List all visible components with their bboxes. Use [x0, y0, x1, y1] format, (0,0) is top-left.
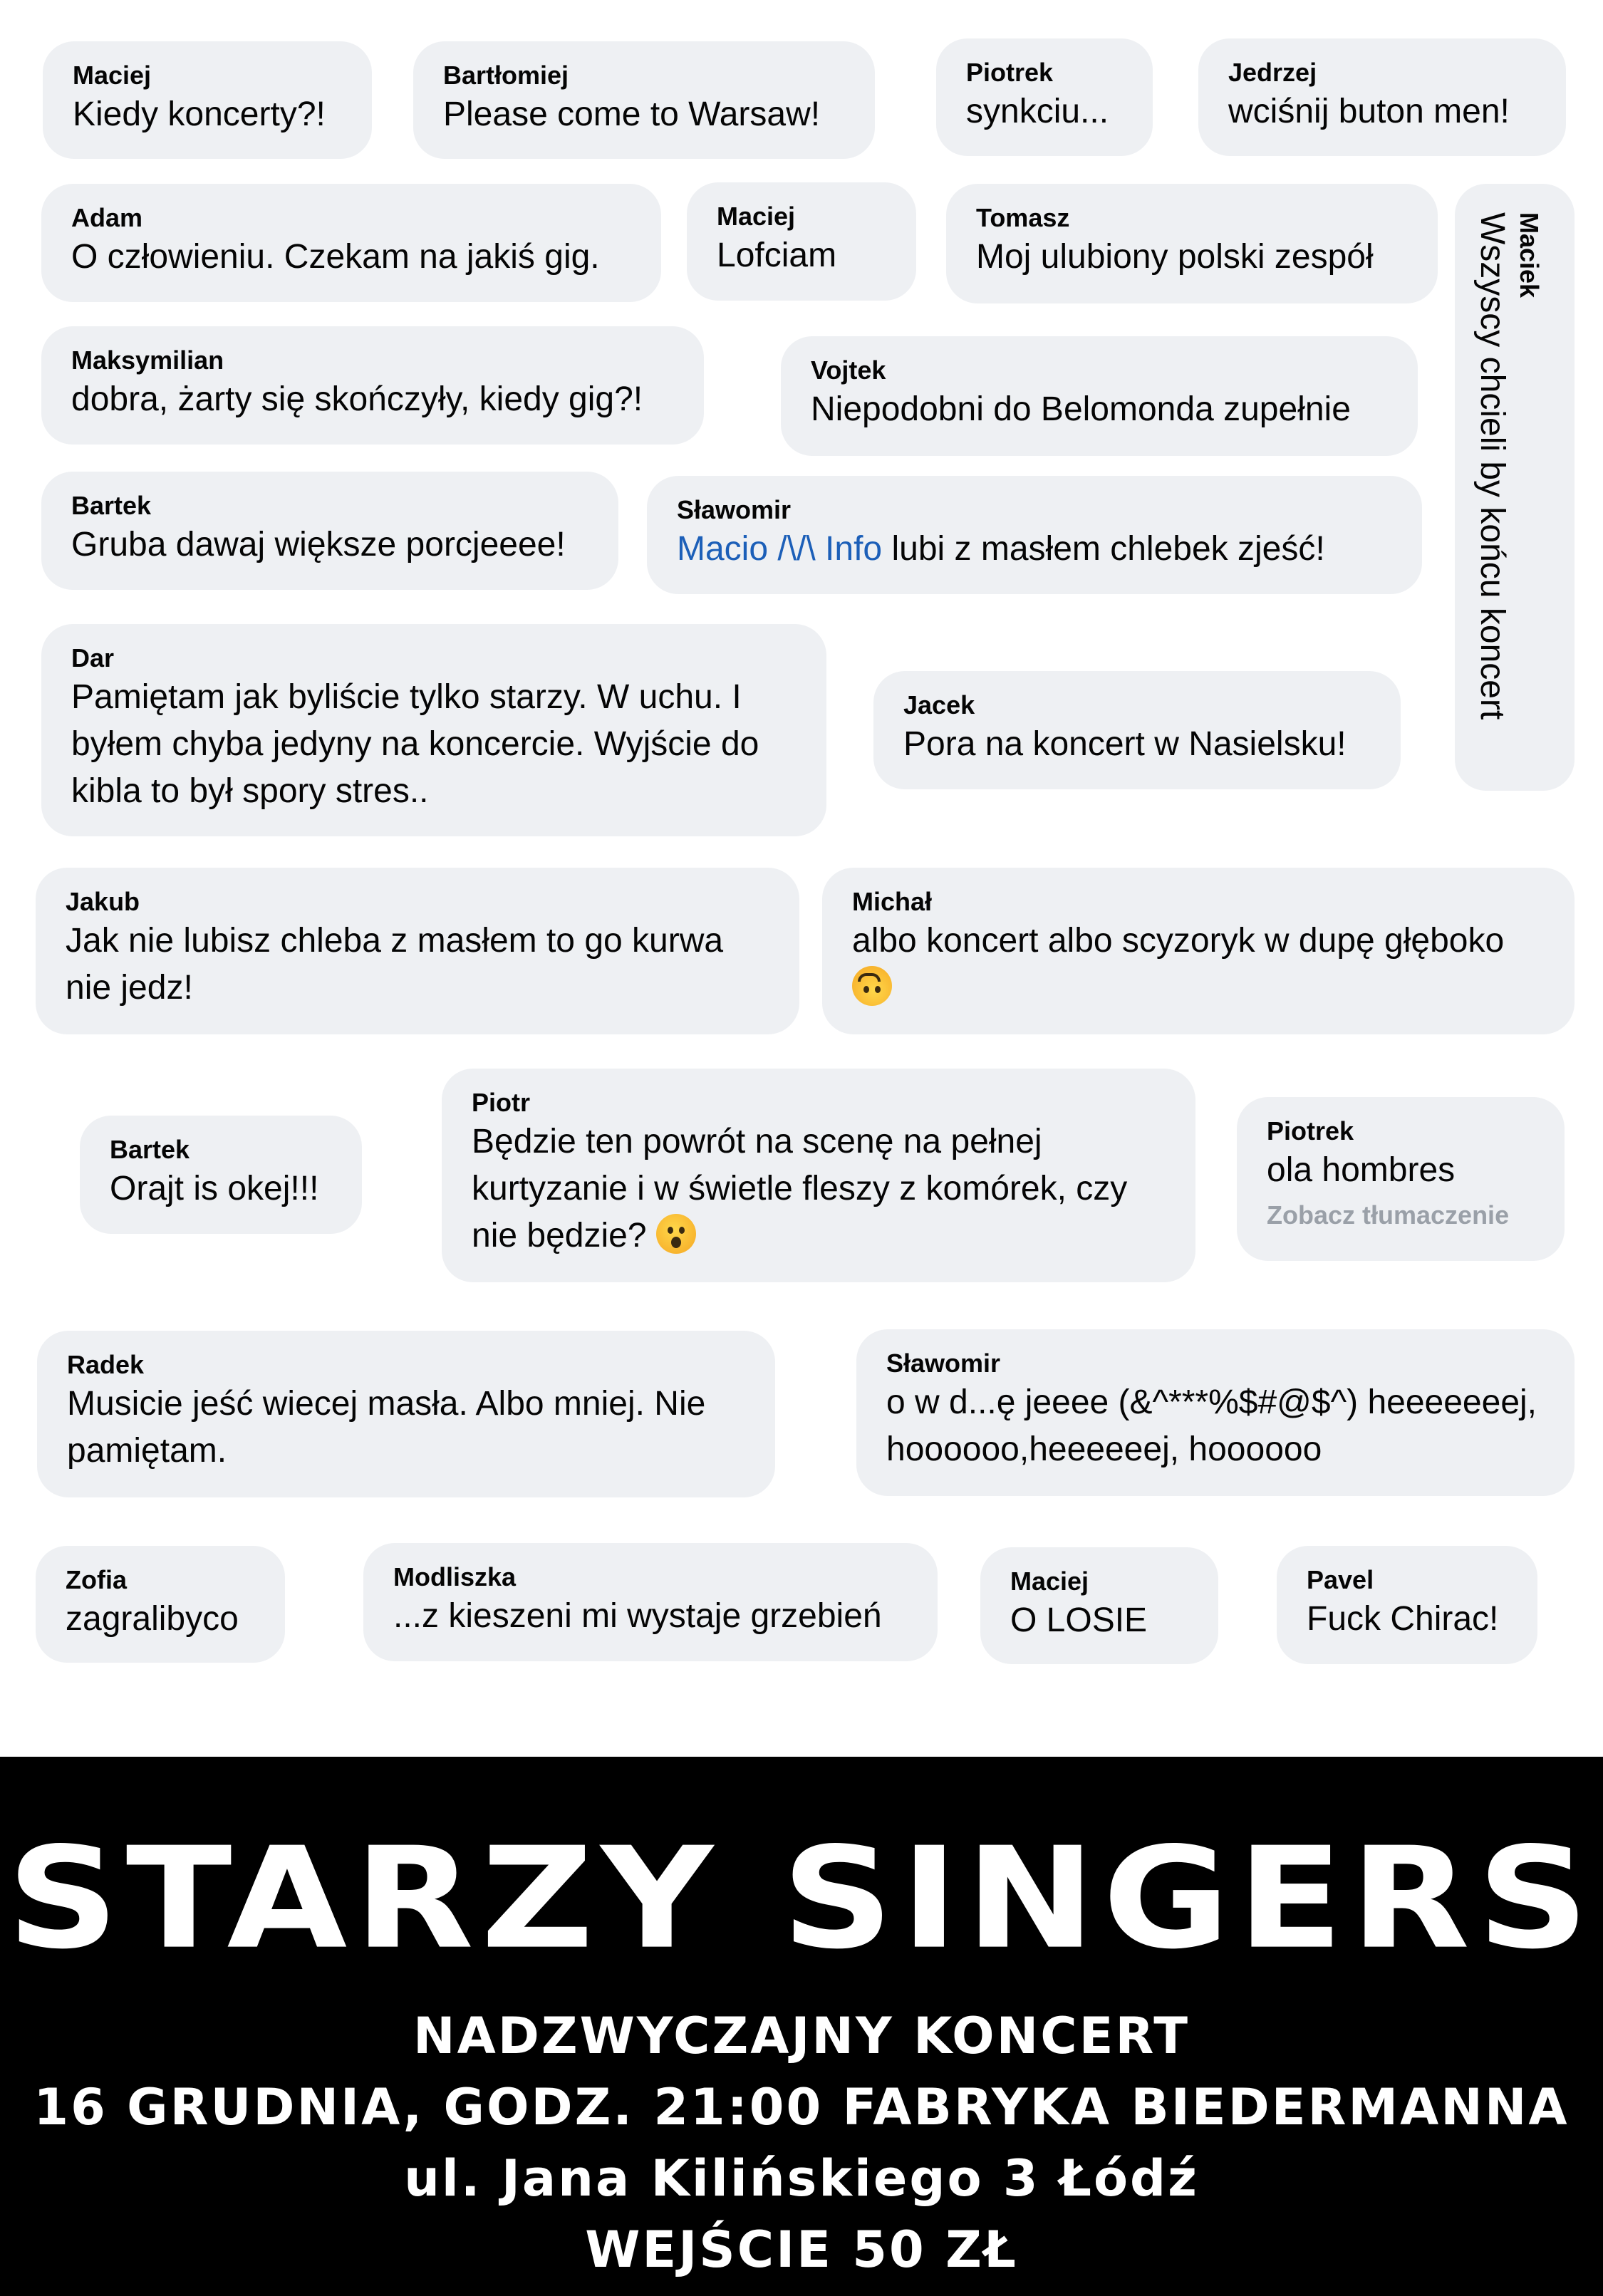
comment-author[interactable]: Sławomir: [886, 1349, 1001, 1378]
comment-bubble: [1237, 1097, 1565, 1261]
comment-author[interactable]: Bartłomiej: [443, 61, 569, 90]
comment-text: [472, 1118, 1166, 1259]
comment-bubble: [36, 1546, 285, 1663]
comment-bubble: [873, 671, 1401, 789]
comment-bubble: [1277, 1546, 1537, 1664]
comment-author[interactable]: Tomasz: [976, 203, 1070, 232]
event-date-venue: 16 GRUDNIA, GODZ. 21:00 FABRYKA BIEDERMANNA: [33, 2078, 1570, 2136]
comment-bubble: [43, 41, 372, 159]
comment-bubble: [36, 868, 799, 1034]
comment-author[interactable]: Piotr: [472, 1088, 531, 1117]
comment-text: Orajt is okej!!!: [110, 1170, 319, 1207]
comment-bubble: [413, 41, 875, 159]
comment-author[interactable]: Bartek: [71, 491, 152, 520]
comment-author[interactable]: Radek: [67, 1350, 145, 1379]
comment-author[interactable]: Maciej: [717, 202, 796, 231]
comment-text: O człowieniu. Czekam na jakiś gig.: [71, 238, 600, 276]
comment-bubble: [1198, 38, 1566, 156]
comment-author[interactable]: Modliszka: [393, 1562, 517, 1591]
comment-author[interactable]: Maciej: [73, 61, 152, 90]
comment-bubble: [41, 184, 661, 302]
comment-text: Moj ulubiony polski zespół: [976, 238, 1374, 276]
comment-text: synkciu...: [966, 93, 1109, 130]
comment-bubble: [980, 1547, 1218, 1664]
comment-text: dobra, żarty się skończyły, kiedy gig?!: [71, 380, 643, 418]
comment-text: zagralibyco: [66, 1600, 239, 1638]
comment-bubble: [822, 868, 1575, 1034]
comment-bubble: [41, 326, 704, 445]
upside-down-face-icon: [852, 966, 892, 1006]
comment-author[interactable]: Vojtek: [811, 355, 886, 385]
comment-author[interactable]: Michał: [852, 887, 933, 916]
comment-text: wciśnij buton men!: [1228, 93, 1510, 130]
comment-text-body: albo koncert albo scyzoryk w dupę głęboko: [852, 922, 1505, 960]
comment-author[interactable]: Adam: [71, 203, 143, 232]
comment-author[interactable]: Jakub: [66, 887, 140, 916]
comment-author[interactable]: Maciej: [1010, 1567, 1089, 1596]
band-name-title: STARZY SINGERS: [6, 1817, 1597, 1980]
comment-text: Gruba dawaj większe porcjeeee!: [71, 526, 566, 563]
comment-text-rest: lubi z masłem chlebek zjeść!: [882, 530, 1325, 568]
comment-bubble: [363, 1543, 938, 1661]
comment-bubble: [41, 624, 826, 836]
mention-link[interactable]: Macio /\/\ Info: [677, 530, 883, 568]
comment-bubble: [687, 182, 916, 301]
comment-text: O LOSIE: [1010, 1601, 1148, 1639]
comment-bubble-vertical: [1455, 184, 1575, 791]
event-band: [0, 1757, 1603, 2296]
vertical-comment-content: [1470, 212, 1545, 720]
comment-author[interactable]: Bartek: [110, 1135, 190, 1164]
comment-text: Pamiętam jak byliście tylko starzy. W uchu. I byłem chyba jedyny na koncercie. Wyjście do kibla to był spory stres..: [71, 678, 769, 810]
comment-author[interactable]: Pavel: [1307, 1565, 1374, 1594]
comment-bubble: [37, 1331, 775, 1497]
comment-author[interactable]: Dar: [71, 643, 115, 672]
comment-author[interactable]: Maciek: [1515, 212, 1544, 298]
comment-bubble: [856, 1329, 1575, 1496]
comment-text: Please come to Warsaw!: [443, 95, 821, 133]
comment-bubble: [781, 336, 1418, 456]
comment-text: [677, 526, 1392, 573]
comment-author[interactable]: Piotrek: [1267, 1116, 1354, 1146]
comment-text: Musicie jeść wiecej masła. Albo mniej. Nie pamiętam.: [67, 1385, 715, 1470]
comment-bubble: [936, 38, 1153, 156]
comment-text: o w d...ę jeeee (&^***%$#@$^) heeeeeeej, hoooooo,heeeeeej, hoooooo: [886, 1383, 1547, 1468]
comment-author[interactable]: Piotrek: [966, 58, 1054, 87]
comment-author[interactable]: Jacek: [903, 690, 975, 720]
comment-author[interactable]: Jedrzej: [1228, 58, 1317, 87]
astonished-face-icon: [656, 1214, 696, 1254]
comment-author[interactable]: Maksymilian: [71, 346, 224, 375]
comment-bubble: [41, 472, 618, 590]
comment-bubble: [946, 184, 1438, 303]
comment-text: Kiedy koncerty?!: [73, 95, 326, 133]
comment-bubble: [647, 476, 1422, 594]
comment-author[interactable]: Sławomir: [677, 495, 792, 524]
event-address: ul. Jana Kilińskiego 3 Łódź: [404, 2149, 1199, 2208]
event-subtitle: NADZWYCZAJNY KONCERT: [413, 2007, 1190, 2065]
comment-text: Pora na koncert w Nasielsku!: [903, 725, 1347, 763]
comment-author[interactable]: Zofia: [66, 1565, 127, 1594]
comment-text: Lofciam: [717, 237, 837, 274]
comment-bubble: [80, 1116, 362, 1234]
comment-text: [852, 918, 1545, 1012]
comment-text-body: Będzie ten powrót na scenę na pełnej kurtyzanie i w świetle fleszy z komórek, czy nie będzie?: [472, 1123, 1137, 1255]
see-translation-link[interactable]: Zobacz tłumaczenie: [1267, 1200, 1510, 1230]
comment-text: Fuck Chirac!: [1307, 1600, 1499, 1638]
comment-text: Jak nie lubisz chleba z masłem to go kurwa nie jedz!: [66, 922, 733, 1007]
comment-text: ...z kieszeni mi wystaje grzebień: [393, 1597, 882, 1635]
event-ticket-price: WEJŚCIE 50 ZŁ: [585, 2220, 1018, 2279]
comment-bubble: [442, 1069, 1195, 1282]
comment-text: ola hombres: [1267, 1151, 1456, 1189]
comment-text: Niepodobni do Belomonda zupełnie: [811, 390, 1351, 428]
comment-text: Wszyscy chcieli by końcu koncert: [1473, 212, 1511, 720]
